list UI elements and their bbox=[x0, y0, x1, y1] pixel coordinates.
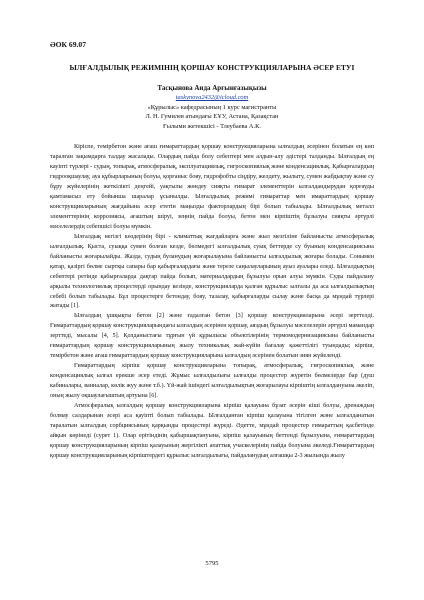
affiliation-line: Ғылыми жетекшісі - Тлеубаева А.К. bbox=[163, 122, 261, 130]
author-email-link[interactable]: taskynova2432@icloud.com bbox=[175, 94, 249, 101]
article-title: ЫЛҒАЛДЫЛЫҚ РЕЖИМІНІҢ ҚОРШАУ КОНСТРУКЦИЯЛАРЫНА ӘСЕР ЕТУІ bbox=[69, 63, 355, 72]
body-paragraph: Кіріспе, темірбетон және ағаш ғимараттардың қоршау конструкцияларына ылғалдың әсерінен болатын ең көп таралған зақымдарға талдау жасалады. Олардың пайда болу себептері мен алдын-алу әдістері талданды. Ылғалдың ең кауіпті түрлері - судың, топырақ, атмосфералық, эксплуатациялық, гигроскопиялық және конденсациялық. Қабырғалардың гидрооқшаулау, ауа құбырларының болуы, қорғаныс бояу, гидрофобты сіңдіру, желдету, жылыту, сумен жабдықтау және су бұру жүйелерінің жеткілікті деңгейі, уақтылы жөндеу сияқты ғимарат элементтерін ылғалдандырудан қорғауды қамтамасыз ету бойынша шаралар ұсынылды. Ылғалдылық режимі ғимараттар мен имараттардың қоршау конструкцияларының жағдайына әсер ететін маңызды факторлардың бірі болып табылады. Ылғалдылық металл элементтерінің коррозиясы, ағаштың шіруі, зеңнің пайда болуы, бетон мен кірпіштің бұзылуы сияқты әртүрлі мәселелердің себепшісі болуы мүмкін. bbox=[50, 144, 374, 230]
body-paragraph: Ғимараттардың кірпіш қоршау конструкцияларына топырақ, атмосфералық, гигроскопиялық және конденсациялық ылғал ерекше әсер етеді. Жұмыс ылғалдылығы ылғалды процестер жүретін бөлмелерде бар (душ кабиналары, ванналар, көлік жуу және т.б.). Үй-жай ішіндегі ылғалдылықтың жоғарылауы кірпіштің ылғалдануына әкеліп, оның жылу оқшаулағыштың артуына [6]. bbox=[50, 363, 374, 400]
udc-code: ӘОК 69.07 bbox=[50, 40, 87, 49]
page-number: 5795 bbox=[205, 560, 219, 567]
body-paragraph: Ылғалдың ұшқықты бетон [2] және ғадалған бетон [3] қоршау конструкцияларына әсері зерттелді. Ғимараттардың қоршау конструкцияларындағы ылғалдың әсерінен қоршау, аяздың бұзылуы мәселелерін әртүрлі мамандар зерттеді, мысалы [4, 5]. Қолданыстағы тұрғын үй құрылысы объектілерінің термомодернизациясына байланысты ғимараттардың қоршау конструкцияларының жылу техникалық жай-күйін бағалау қажеттілігі туындады; кірпіш, темірбетон және ағаш ғимараттардың қоршау конструкцияларына ылғалдың әсерінен болатын зиян жүйеленді. bbox=[50, 313, 374, 360]
affiliation-block bbox=[50, 103, 374, 131]
body-paragraph: Ылғалдық негізгі көздерінің бірі - климаттық жағдайларға және жыл мезгіліне байланысты атмосфералық ылғалдылық. Қыста, суыққа сумен болған кезде, бөлмедегі ылғалдылық суық беттерде су буының конденсациясына байланысты жоғарылайды. Жазда, судың буланудың жоғарылауына байланысты ылғалдылық жоғары болады. Сонымен қатар, қазіргі бөлме сыртқы сапары бар қабырғалардағы және терезе саңылауларының ауыз ауалары еледі. Ылғалдықтың себептері ретінде қабырғаларда дақтар пайда болып, материалдардың бұзылуы орын алуы мүмкін. Суды пайдалану арқылы технологиялық процестерді орындау кезінде, конструкцияларда қалған құрылыс ылғалы да аса ылғалдылықтың себебі болып табылады. Бұл процестерге бетондау, бояу, тазалау, қабырғаларды сылау және басқа да мұндай түрлері жатады [1]. bbox=[50, 233, 374, 310]
author-name: Тасқынова Аида Арғынғазықызы bbox=[157, 84, 267, 92]
affiliation-line: «Құрылыс» кафедрасының 1 курс магистранты bbox=[147, 104, 277, 111]
body-paragraph: Атмосфералық ылғалдың қоршау конструкцияларына кірпіш қалауына бұзат әсерін кіші болуы, дренаждың болмау салдарынан әсері аса қауіпті болып табылады. Ылғалданған кірпіш қалауына тігілген және ылғалданатын таралатын ылғалдың сорбциясының қарқынды процестері жүреді. Әдетте, мұндай процестер ғимараттың қасбетінде айқын көрінеді (сурет 1). Олар ерітіндінің қабыршақтануына, кірпіш қалауының беттенді бұзылуына, ғимараттардың қоршау конструкцияларының кірпіш қалауының жергілікті апаттық учаскелерінің пайда болуына әкеледі.Ғимараттардың қоршау конструкцияларының кірпіштердегі құрылыс ылғалдылығы, пайдаланудың алғашқы 2-3 жылында жылу bbox=[50, 403, 374, 459]
affiliation-line: Л. Н. Гумилев атындағы ЕҰУ, Астана, Қазақстан bbox=[145, 113, 279, 121]
article-body bbox=[50, 143, 374, 462]
